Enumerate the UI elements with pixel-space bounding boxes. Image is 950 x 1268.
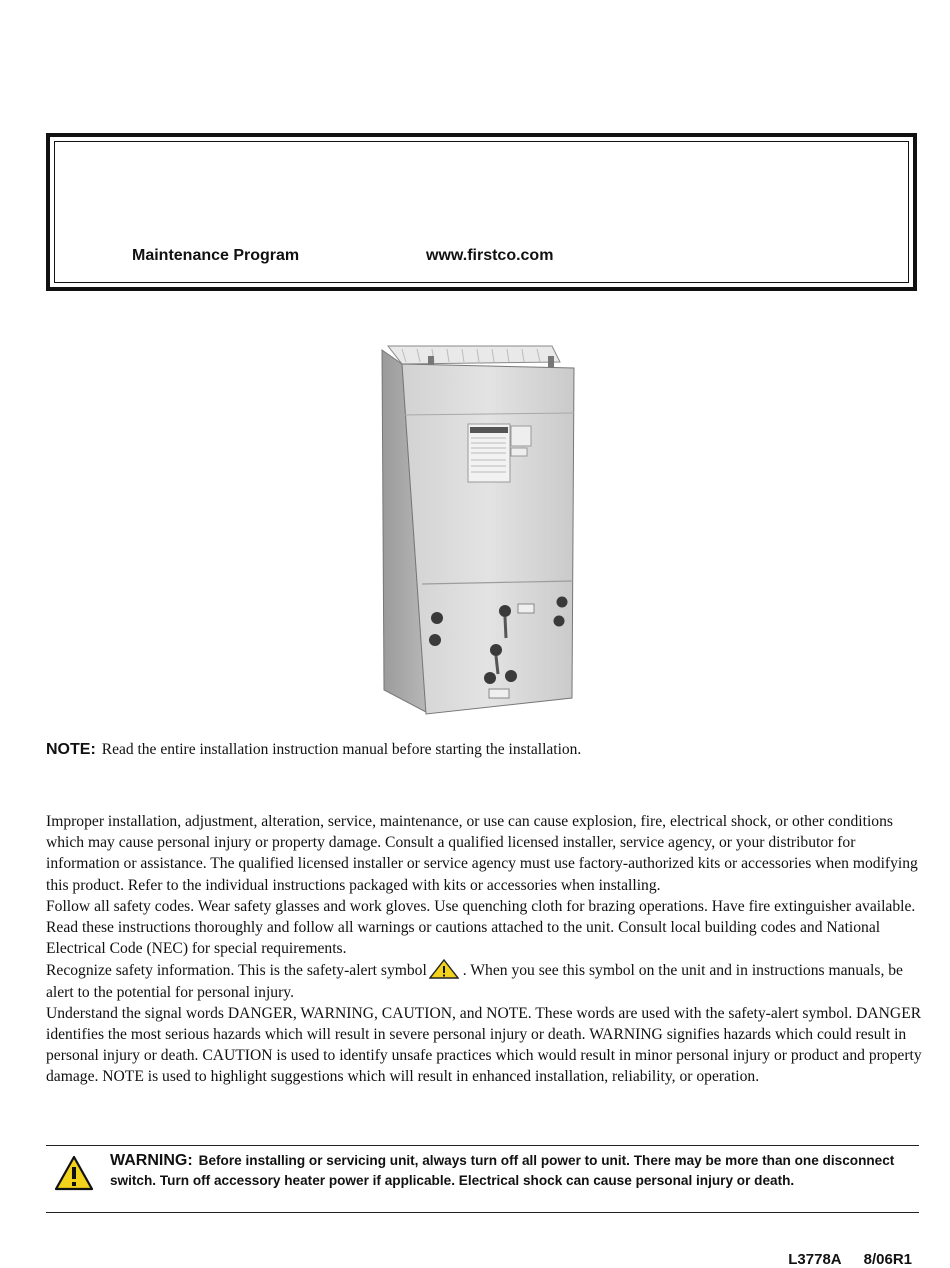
safety-text-block [46,811,922,1088]
warning-block [110,1151,920,1191]
header-box [46,133,917,291]
safety-alert-intro: Recognize safety information. This is the safety-alert symbol [46,962,427,980]
safety-paragraph: Follow all safety codes. Wear safety glasses and work gloves. Use quenching cloth for brazing operations. Have fire extinguisher available. Read these instructions thoroughly and follow all warnings or cautions attached to the unit. Consult local building codes and National Electrical Code (NEC) for special requirements. [46,897,916,958]
warning-top-rule [46,1145,919,1146]
warning-label: WARNING: [110,1152,193,1169]
warning-triangle-icon [54,1155,94,1191]
header-inner-border [54,141,909,283]
air-handler-unit-image [372,338,582,718]
doc-number: L3778A [788,1251,842,1268]
warning-bottom-rule [46,1212,919,1213]
note-line [46,741,926,759]
document-code [788,1251,912,1268]
safety-paragraph: Improper installation, adjustment, alteration, service, maintenance, or use can cause explosion, fire, electrical shock, or other conditions which may cause personal injury or property damage. Consult a qualified licensed installer, service agency, or your distributor for information or assistance. The qualified licensed installer or service agency must use factory-authorized kits or accessories when modifying this product. Refer to the individual instructions packaged with kits or accessories when installing. [46,813,918,894]
note-text: Read the entire installation instruction manual before starting the installation. [101,741,582,758]
safety-paragraph: Understand the signal words DANGER, WARNING, CAUTION, and NOTE. These words are used with the safety-alert symbol. DANGER identifies the most serious hazards which will result in severe personal injury or death. WARNING signifies hazards which could result in personal injury or death. CAUTION is used to identify unsafe practices which would result in minor personal injury or product and property damage. NOTE is used to highlight suggestions which will result in enhanced installation, reliability, or operation. [46,1004,922,1086]
note-label: NOTE: [46,741,96,758]
maintenance-program-label: Maintenance Program [132,247,300,264]
website-link[interactable]: www.firstco.com [426,247,554,264]
safety-paragraph [46,959,922,1002]
doc-revision: 8/06R1 [863,1251,912,1268]
safety-alert-outro: . When you see this symbol on the unit and in instructions manuals, be alert to the potential for personal injury. [46,962,903,1001]
safety-alert-icon [429,959,459,979]
warning-message: Before installing or servicing unit, always turn off all power to unit. There may be more than one disconnect switch. Turn off accessory heater power if applicable. Electrical shock can cause personal injury or death. [110,1153,895,1188]
